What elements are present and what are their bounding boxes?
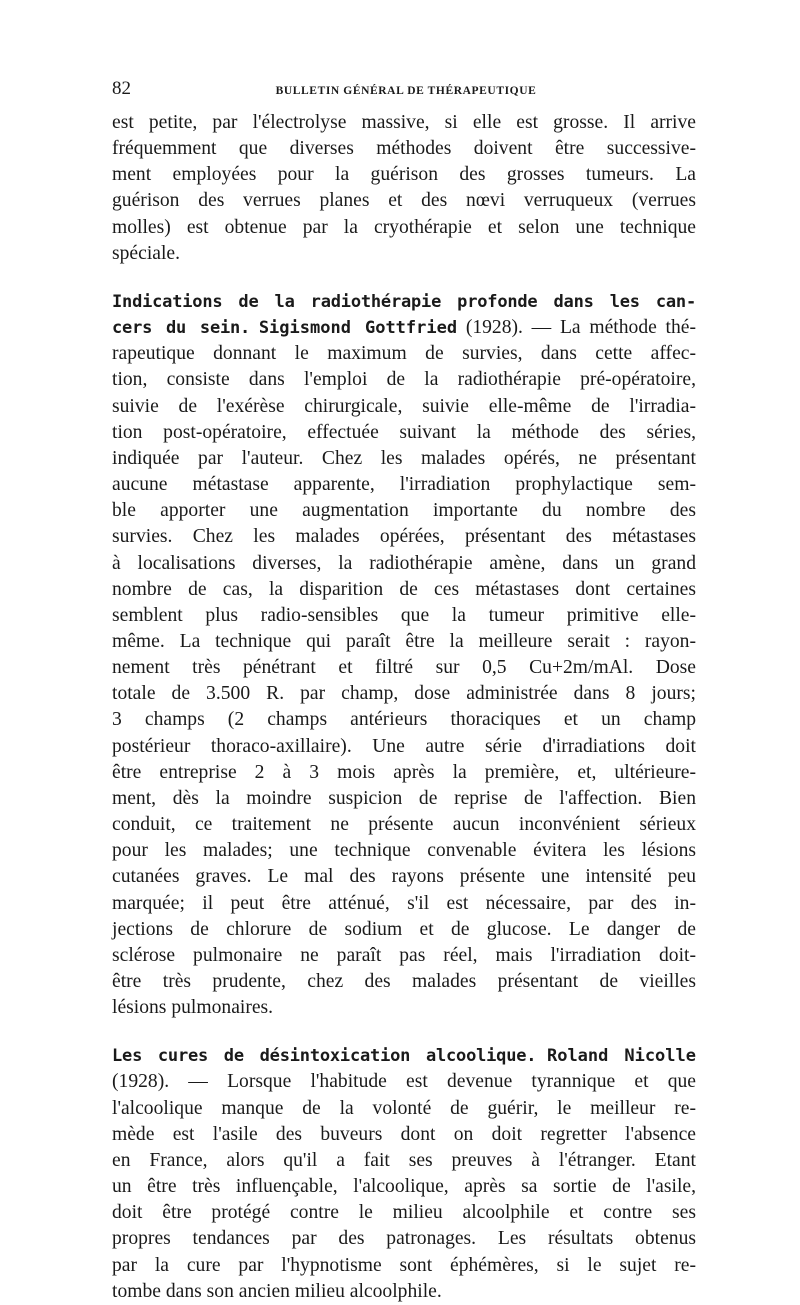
text-line: marquée; il peut être atténué, s'il est nécessaire, par des in-: [112, 892, 696, 914]
text-line: sclérose pulmonaire ne paraît pas réel, mais l'irradiation doit-: [112, 944, 696, 966]
text-line: propres tendances par des patronages. Les résultats obtenus: [112, 1228, 696, 1250]
text-line: semblent plus radio-sensibles que la tumeur primitive elle-: [112, 604, 696, 626]
text-line: en France, alors qu'il a fait ses preuves à l'étranger. Etant: [112, 1149, 696, 1171]
section-title-line-2: [112, 315, 696, 341]
text-line: nement très pénétrant et filtré sur 0,5 Cu+2m/mAl. Dose: [112, 657, 696, 679]
page: [112, 78, 696, 1305]
text-line: jections de chlorure de sodium et de glucose. Le danger de: [112, 918, 696, 940]
section-title: [112, 1043, 696, 1069]
text-line: nombre de cas, la disparition de ces métastases dont certaines: [112, 578, 696, 600]
text-line: un être très influençable, l'alcoolique, après sa sortie de l'asile,: [112, 1176, 696, 1198]
text-line: tion post-opératoire, effectuée suivant la méthode des séries,: [112, 421, 696, 443]
text-line: est petite, par l'électrolyse massive, si elle est grosse. Il arrive: [112, 112, 696, 133]
section-title-text: Indications de la radiothérapie profonde dans les can-: [112, 291, 696, 312]
text-line: tion, consiste dans l'emploi de la radiothérapie pré-opératoire,: [112, 369, 696, 391]
text-line: guérison des verrues planes et des nœvi verruqueux (verrues: [112, 190, 696, 212]
text-line: (1928). — Lorsque l'habitude est devenue tyrannique et que: [112, 1071, 696, 1093]
text-line: indiquée par l'auteur. Chez les malades opérés, ne présentant: [112, 447, 696, 469]
text-line: spéciale.: [112, 242, 180, 264]
text-line: cutanées graves. Le mal des rayons présente une intensité peu: [112, 866, 696, 888]
text-line: à localisations diverses, la radiothérapie amène, dans un grand: [112, 552, 696, 574]
section-radiotherapy: [112, 289, 696, 1021]
text-line: être très prudente, chez des malades présentant de vieilles: [112, 971, 696, 992]
section-title-text: Les cures de désintoxication alcoolique.: [112, 1046, 537, 1067]
text-line: être entreprise 2 à 3 mois après la première, et, ultérieure-: [112, 761, 696, 783]
text-line: aucune métastase apparente, l'irradiation prophylactique sem-: [112, 474, 696, 496]
text-line: ment, dès la moindre suspicion de reprise de l'affection. Bien: [112, 787, 696, 809]
text-line: molles) est obtenue par la cryothérapie et selon une technique: [112, 216, 696, 238]
text-line: postérieur thoraco-axillaire). Une autre série d'irradiations doit: [112, 735, 696, 757]
text-line: 3 champs (2 champs antérieurs thoraciques et un champ: [112, 709, 696, 731]
text-line: rapeutique donnant le maximum de survies, dans cette affec-: [112, 343, 696, 365]
section-title-text: cers du sein.: [112, 318, 251, 339]
page-header: [112, 78, 696, 110]
page-number: 82: [112, 78, 131, 99]
text-line: tombe dans son ancien milieu alcoolphile.: [112, 1280, 442, 1302]
text-line: doit être protégé contre le milieu alcoolphile et contre ses: [112, 1202, 696, 1224]
intro-paragraph: [112, 110, 696, 267]
text-line: ble apporter une augmentation importante du nombre des: [112, 500, 696, 522]
text-line: par la cure par l'hypnotisme sont éphémères, si le sujet re-: [112, 1254, 696, 1276]
text-line: mède est l'asile des buveurs dont on doit regretter l'absence: [112, 1123, 696, 1145]
author-name: Sigismond Gottfried: [258, 318, 458, 339]
text-line: totale de 3.500 R. par champ, dose administrée dans 8 jours;: [112, 683, 696, 705]
author-name: Roland Nicolle: [546, 1046, 696, 1067]
section-title: [112, 289, 696, 315]
text-line: l'alcoolique manque de la volonté de guérir, le meilleur re-: [112, 1097, 696, 1119]
text-line: conduit, ce traitement ne présente aucun inconvénient sérieux: [112, 814, 696, 836]
text-line: suivie de l'exérèse chirurgicale, suivie elle-même de l'irradia-: [112, 395, 696, 417]
text-line: pour les malades; une technique convenable évitera les lésions: [112, 840, 696, 862]
text-line: fréquemment que diverses méthodes doivent être successive-: [112, 138, 696, 160]
text-line: ment employées pour la guérison des grosses tumeurs. La: [112, 164, 696, 186]
year-text: (1928). — La méthode thé-: [465, 317, 696, 339]
running-title: BULLETIN GÉNÉRAL DE THÉRAPEUTIQUE: [275, 85, 537, 97]
text-line: survies. Chez les malades opérées, présentant des métastases: [112, 526, 696, 548]
text-line: lésions pulmonaires.: [112, 997, 274, 1019]
text-line: même. La technique qui paraît être la meilleure serait : rayon-: [112, 630, 696, 652]
section-alcohol: [112, 1043, 696, 1305]
